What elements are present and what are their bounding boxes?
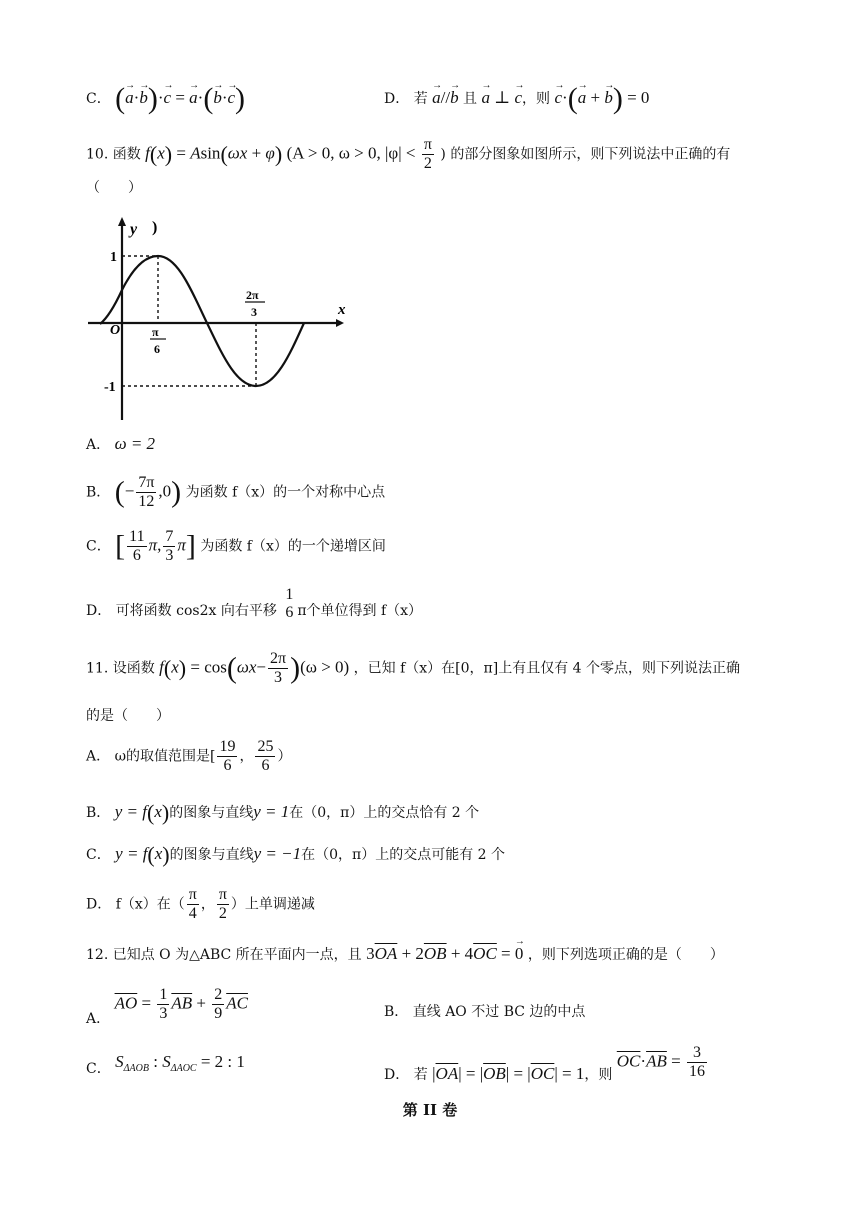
q10-option-a: A． ω = 2	[86, 434, 156, 453]
q10-option-b: B． (− $\frac{7\pi}{12}$ ,0) 为函数 f（x）的一个对称中心点	[86, 474, 386, 510]
q12-option-a: A． $\overline{AO}$ = $\frac{1}{3}$ $\overline{AB}$ + $\frac{2}{9}$ $\overline{AC}$	[86, 986, 248, 1027]
answer-paren: （ ）	[86, 180, 142, 196]
q11-option-d: D． f（x）在（ $\frac{\pi}{4}$ ， $\frac{\pi}{2}$ ）上单调递减	[86, 886, 315, 922]
q9-option-c: C． (→ a·→ b)·→ c = → a·(→ b·→ c)	[86, 88, 245, 109]
q11-option-a: A． ω的取值范围是[ $\frac{19}{6}$ ， $\frac{25}{6}$ ）	[86, 738, 292, 774]
q9-option-d: D． 若 → a//→ b 且 → a ⊥ → c，则 → c·(→ a + → b) = 0	[384, 88, 649, 109]
svg-text:): )	[152, 219, 158, 236]
q12-stem: 12. 已知点 O 为△ABC 所在平面内一点，且 $3\overline{OA} + 2\overline{OB} + 4\overline{OC}$ = → 0 ，则下列选项正确的是（ ）	[86, 944, 724, 965]
q11-stem-line2: 的是（ ）	[86, 708, 170, 724]
q11-option-b: B． y = f(x)的图象与直线y = 1在（0，π）上的交点恰有 2 个	[86, 800, 480, 825]
q10-option-c: C． [ $\frac{11}{6}$ π, $\frac{7}{3}$ π] 为函数 f（x）的一个递增区间	[86, 528, 386, 564]
sine-graph	[80, 212, 370, 422]
x-tick-pi-6-den: 6	[154, 342, 160, 356]
x-tick-2pi-3-num: 2π	[246, 288, 259, 302]
q12-option-b: B． 直线 AO 不过 BC 边的中点	[384, 1004, 586, 1020]
q12-option-c: C． $S_{\Delta AOB}$ : $S_{\Delta AOC} = 2$ : 1	[86, 1052, 245, 1077]
x-axis-label: x	[338, 302, 346, 318]
q11-option-c: C． y = f(x)的图象与直线y = −1在（0，π）上的交点可能有 2 个	[86, 842, 506, 867]
y-tick-one: 1	[110, 250, 117, 265]
q12-option-d: D． 若 $|\overline{OA}| = |\overline{OB}| = |\overline{OC}| = 1$，则 $\overline{OC}\cdot\overline{AB}$ = $\frac{3}{16}$	[384, 1044, 705, 1083]
q10-stem: 10. 函数 f(x) = Asin(ωx + φ) (A > 0, ω > 0, |φ| < $\frac{\pi}{2}$ ) 的部分图象如图所示，则下列说法中正确的有	[86, 136, 731, 172]
origin-label: O	[110, 323, 121, 338]
option-label: C．	[86, 91, 111, 107]
q10-option-d: D． 可将函数 cos2x 向右平移 1 6 π个单位得到 f（x）	[86, 586, 423, 621]
x-tick-2pi-3-den: 3	[251, 305, 257, 319]
x-tick-pi-6-num: π	[152, 325, 159, 339]
y-axis-label: y	[130, 221, 138, 238]
section-title: 第 II 卷	[402, 1101, 458, 1119]
y-tick-neg-one: -1	[104, 380, 116, 395]
q11-stem: 11. 设函数 f(x) = cos(ωx− $\frac{2\pi}{3}$ )(ω > 0) ，已知 f（x）在[0，π]上有且仅有 4 个零点，则下列说法正确	[86, 650, 741, 686]
